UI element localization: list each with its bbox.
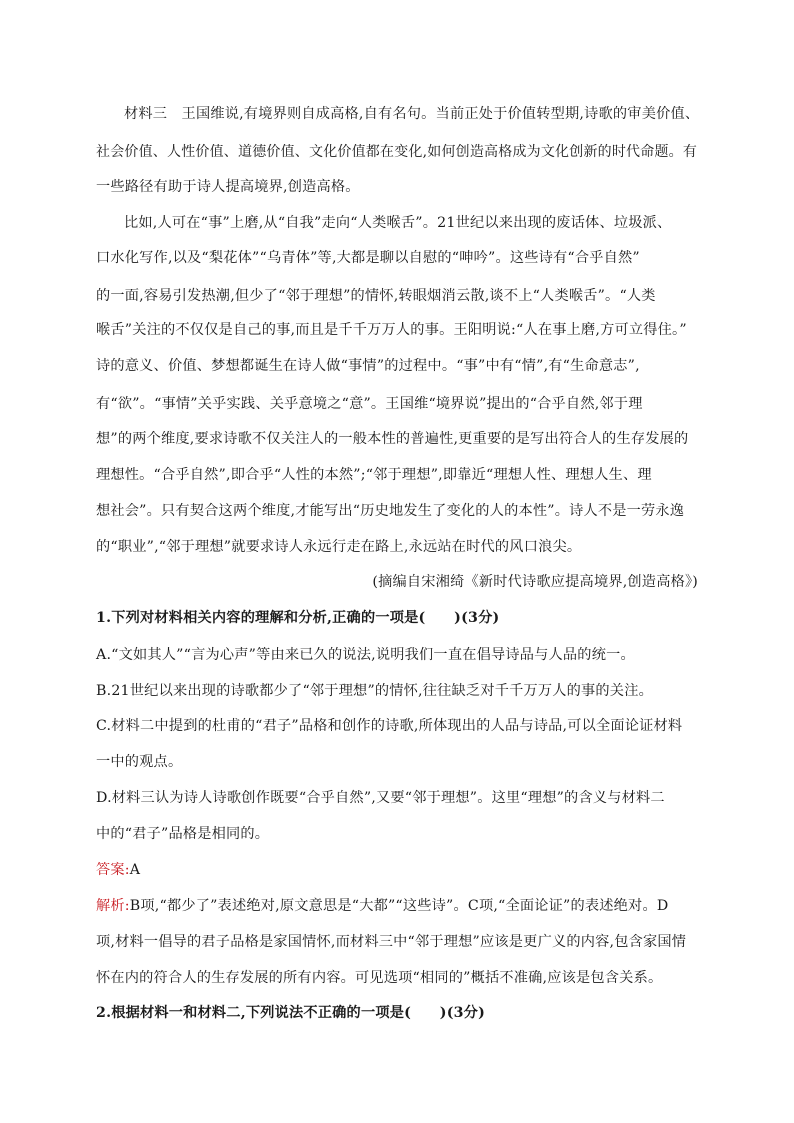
paragraph-line: 有“欲”。“事情”关乎实践、关乎意境之“意”。王国维“境界说”提出的“合乎自然,邻于理: [96, 396, 643, 412]
option-d: D.材料三认为诗人诗歌创作既要“合乎自然”,又要“邻于理想”。这里“理想”的含义与材料二: [96, 790, 665, 806]
analysis-line: 项,材料一倡导的君子品格是家国情怀,而材料三中“邻于理想”应该是更广义的内容,包含家国情: [96, 934, 687, 950]
paragraph-line: 喉舌”关注的不仅仅是自己的事,而且是千千万万人的事。王阳明说:“人在事上磨,方可立得住。”: [96, 322, 687, 338]
paragraph-line: 理想性。“合乎自然”,即合乎“人性的本然”;“邻于理想”,即靠近“理想人性、理想人生、理: [96, 467, 652, 483]
paragraph-line: 材料三 王国维说,有境界则自成高格,自有名句。当前正处于价值转型期,诗歌的审美价值、: [124, 106, 700, 122]
paragraph-line: 想”的两个维度,要求诗歌不仅关注人的一般本性的普遍性,更重要的是写出符合人的生存发展的: [96, 431, 689, 447]
paragraph-line: 口水化写作,以及“梨花体”“乌青体”等,大都是聊以自慰的“呻吟”。这些诗有“合乎自然”: [96, 250, 640, 266]
analysis-label: 解析:: [96, 898, 130, 914]
paragraph-line: 一些路径有助于诗人提高境界,创造高格。: [96, 179, 360, 195]
paragraph-line: 诗的意义、价值、梦想都诞生在诗人做“事情”的过程中。“事”中有“情”,有“生命意志”,: [96, 358, 640, 374]
paragraph-line: 比如,人可在“事”上磨,从“自我”走向“人类喉舌”。21世纪以来出现的废话体、垃圾派、: [124, 215, 672, 231]
analysis-line: 怀在内的符合人的生存发展的所有内容。可见选项“相同的”概括不准确,应该是包含关系。: [96, 970, 663, 986]
option-c-continued: 一中的观点。: [96, 754, 183, 770]
question-stem: 2.根据材料一和材料二,下列说法不正确的一项是( )(3分): [96, 1005, 485, 1021]
paragraph-line: 社会价值、人性价值、道德价值、文化价值都在变化,如何创造高格成为文化创新的时代命题。有: [96, 144, 698, 160]
option-b: B.21世纪以来出现的诗歌都少了“邻于理想”的情怀,往往缺乏对千千万万人的事的关注。: [96, 683, 653, 699]
analysis-text: B项,“都少了”表述绝对,原文意思是“大都”“这些诗”。C项,“全面论证”的表述绝对。D: [129, 898, 669, 914]
analysis-line: [96, 896, 668, 916]
option-a: A.“文如其人”“言为心声”等由来已久的说法,说明我们一直在倡导诗品与人品的统一。: [96, 647, 635, 663]
answer-value: A: [129, 862, 141, 878]
question-stem: 1.下列对材料相关内容的理解和分析,正确的一项是( )(3分): [96, 610, 500, 626]
source-citation: (摘编自宋湘绮《新时代诗歌应提高境界,创造高格》): [372, 574, 698, 590]
paragraph-line: 的“职业”,“邻于理想”就要求诗人永远行走在路上,永远站在时代的风口浪尖。: [96, 539, 582, 555]
answer-line: [96, 860, 140, 880]
paragraph-line: 的一面,容易引发热潮,但少了“邻于理想”的情怀,转眼烟消云散,谈不上“人类喉舌”。“人类: [96, 288, 656, 304]
paragraph-line: 想社会”。只有契合这两个维度,才能写出“历史地发生了变化的人的本性”。诗人不是一劳永逸: [96, 503, 685, 519]
answer-label: 答案:: [96, 862, 130, 878]
option-d-continued: 中的“君子”品格是相同的。: [96, 826, 270, 842]
option-c: C.材料二中提到的杜甫的“君子”品格和创作的诗歌,所体现出的人品与诗品,可以全面论证材料: [96, 718, 683, 734]
